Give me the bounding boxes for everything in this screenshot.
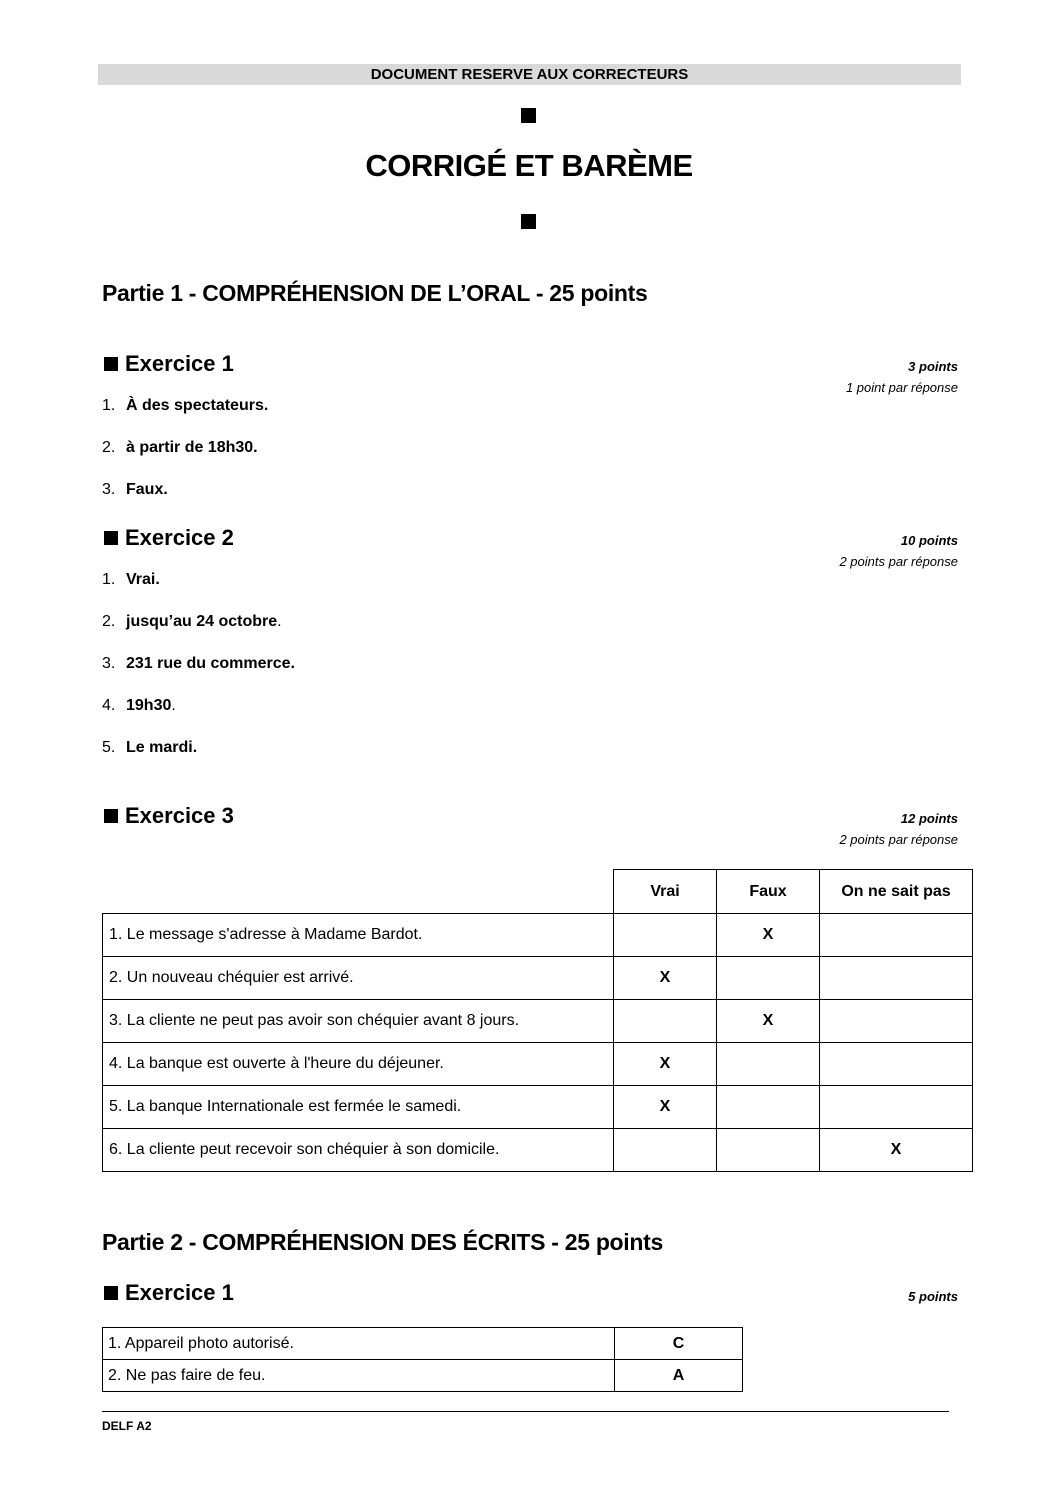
column-header-nsp: On ne sait pas <box>820 870 973 914</box>
vrai-cell <box>614 914 717 957</box>
points-per-answer: 2 points par réponse <box>839 832 958 847</box>
vrai-cell: X <box>614 957 717 1000</box>
square-bullet-icon <box>104 1286 118 1300</box>
footer-label: DELF A2 <box>102 1419 152 1433</box>
points-total: 10 points <box>900 533 958 548</box>
part1-ex3-title <box>104 803 234 829</box>
square-ornament <box>521 108 536 123</box>
table-header-row <box>103 870 973 914</box>
square-bullet-icon <box>104 531 118 545</box>
faux-cell <box>717 1086 820 1129</box>
answer-text: Vrai. <box>126 571 160 588</box>
table-row <box>103 957 973 1000</box>
square-bullet-icon <box>104 357 118 371</box>
statement-cell: 5. La banque Internationale est fermée le samedi. <box>103 1086 614 1129</box>
column-header-faux: Faux <box>717 870 820 914</box>
answer-text: À des spectateurs. <box>126 397 269 414</box>
exercise-label: Exercice 1 <box>125 1280 234 1305</box>
part1-ex1-title <box>104 351 234 377</box>
part1-ex1-points <box>846 356 958 398</box>
faux-cell: X <box>717 914 820 957</box>
statement-cell: 6. La cliente peut recevoir son chéquier à son domicile. <box>103 1129 614 1172</box>
answer-text: 231 rue du commerce. <box>126 655 295 672</box>
points-per-answer: 1 point par réponse <box>845 380 958 395</box>
answer-text: 19h30 <box>126 697 172 714</box>
answer-number: 1. <box>102 397 116 414</box>
answer-item <box>102 697 176 715</box>
faux-cell: X <box>717 1000 820 1043</box>
table-row <box>103 1328 743 1360</box>
part1-ex2-title <box>104 525 234 551</box>
answer-suffix: . <box>277 613 282 630</box>
part1-ex3-points <box>839 808 958 850</box>
statement-cell: 1. Appareil photo autorisé. <box>103 1328 615 1360</box>
table-row <box>103 1360 743 1392</box>
points-total: 12 points <box>900 811 958 826</box>
table-row <box>103 1129 973 1172</box>
statement-cell: 2. Un nouveau chéquier est arrivé. <box>103 957 614 1000</box>
answer-number: 4. <box>102 697 116 714</box>
statement-cell: 2. Ne pas faire de feu. <box>103 1360 615 1392</box>
square-ornament <box>521 214 536 229</box>
nsp-cell <box>820 1086 973 1129</box>
answer-table-ex3 <box>102 869 973 1172</box>
table-row <box>103 914 973 957</box>
statement-cell: 4. La banque est ouverte à l'heure du déjeuner. <box>103 1043 614 1086</box>
nsp-cell <box>820 957 973 1000</box>
answer-item <box>102 439 258 457</box>
vrai-cell: X <box>614 1043 717 1086</box>
points-total: 5 points <box>908 1289 958 1304</box>
answer-table-part2-ex1 <box>102 1327 743 1392</box>
answer-number: 2. <box>102 613 116 630</box>
answer-number: 3. <box>102 481 116 498</box>
part2-ex1-title <box>104 1280 234 1306</box>
part2-title: Partie 2 - COMPRÉHENSION DES ÉCRITS - 25 points <box>102 1229 664 1255</box>
points-per-answer: 2 points par réponse <box>839 554 958 569</box>
statement-cell: 3. La cliente ne peut pas avoir son chéquier avant 8 jours. <box>103 1000 614 1043</box>
faux-cell <box>717 1129 820 1172</box>
answer-cell: A <box>615 1360 743 1392</box>
answer-cell: C <box>615 1328 743 1360</box>
table-row <box>103 1043 973 1086</box>
vrai-cell: X <box>614 1086 717 1129</box>
vrai-cell <box>614 1129 717 1172</box>
exercise-label: Exercice 3 <box>125 803 234 828</box>
square-bullet-icon <box>104 809 118 823</box>
answer-text: à partir de 18h30. <box>126 439 258 456</box>
table-row <box>103 1000 973 1043</box>
footer-divider <box>102 1411 949 1412</box>
points-total: 3 points <box>908 359 958 374</box>
column-header-vrai: Vrai <box>614 870 717 914</box>
nsp-cell: X <box>820 1129 973 1172</box>
exercise-label: Exercice 1 <box>125 351 234 376</box>
answer-item <box>102 655 295 673</box>
faux-cell <box>717 957 820 1000</box>
faux-cell <box>717 1043 820 1086</box>
answer-text: Le mardi. <box>126 739 198 756</box>
vrai-cell <box>614 1000 717 1043</box>
answer-text: Faux. <box>126 481 168 498</box>
answer-number: 3. <box>102 655 116 672</box>
table-row <box>103 1086 973 1129</box>
answer-text: jusqu’au 24 octobre <box>126 613 278 630</box>
nsp-cell <box>820 1000 973 1043</box>
part2-ex1-points <box>908 1286 958 1307</box>
answer-item <box>102 481 168 499</box>
answer-item <box>102 739 197 757</box>
reserved-banner: DOCUMENT RESERVE AUX CORRECTEURS <box>98 64 961 85</box>
part1-title: Partie 1 - COMPRÉHENSION DE L’ORAL - 25 points <box>102 280 648 306</box>
answer-item <box>102 571 160 589</box>
answer-number: 1. <box>102 571 116 588</box>
answer-item <box>102 613 282 631</box>
statement-cell: 1. Le message s'adresse à Madame Bardot. <box>103 914 614 957</box>
answer-item <box>102 397 268 415</box>
page-title: CORRIGÉ ET BARÈME <box>365 148 693 183</box>
table-corner <box>103 870 614 914</box>
nsp-cell <box>820 1043 973 1086</box>
answer-number: 2. <box>102 439 116 456</box>
answer-number: 5. <box>102 739 116 756</box>
exercise-label: Exercice 2 <box>125 525 234 550</box>
nsp-cell <box>820 914 973 957</box>
part1-ex2-points <box>839 530 958 572</box>
answer-suffix: . <box>171 697 176 714</box>
